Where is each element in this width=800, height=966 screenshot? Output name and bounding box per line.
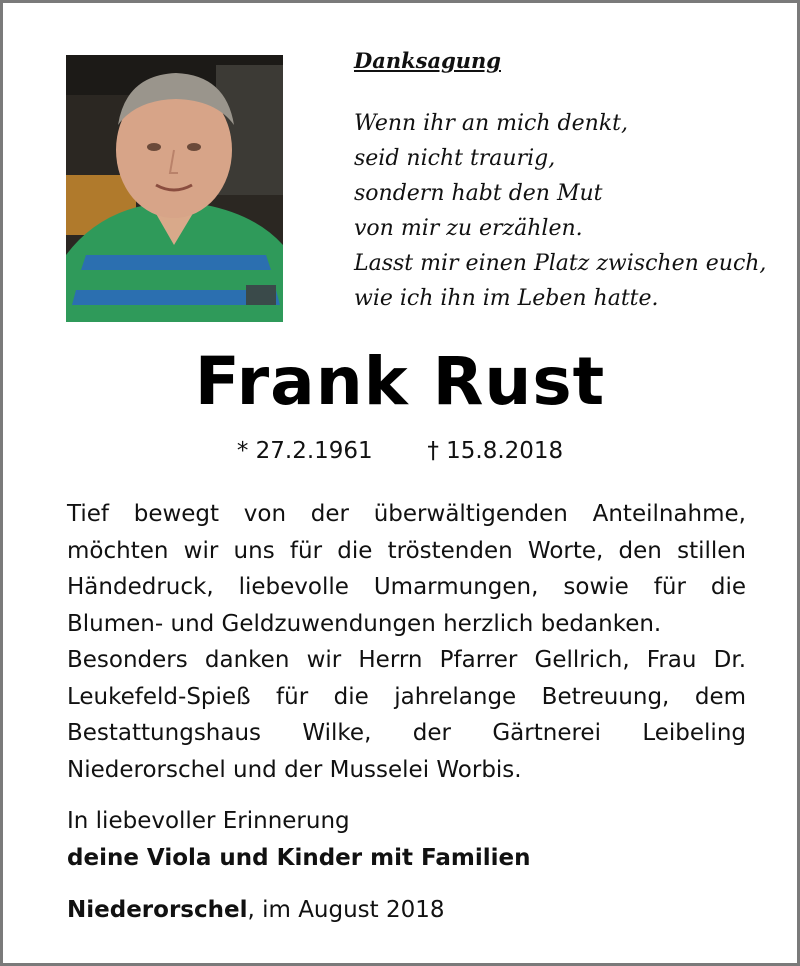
- place-town: Niederorschel: [67, 897, 248, 923]
- place-date: [67, 897, 445, 923]
- poem-line: Lasst mir einen Platz zwischen euch,: [354, 251, 767, 276]
- poem: [354, 106, 766, 316]
- signature-family: deine Viola und Kinder mit Familien: [67, 845, 531, 871]
- life-dates: [0, 438, 800, 464]
- poem-line: wie ich ihn im Leben hatte.: [354, 286, 659, 311]
- thanks-paragraph: Tief bewegt von der überwältigenden Anteilnahme, möchten wir uns für die tröstenden Worte, den stillen Händedruck, liebevolle Umarmungen, sowie für die Blumen- und Geldzuwendungen herzlich bedanken.: [67, 501, 746, 637]
- death-date: 15.8.2018: [446, 438, 564, 464]
- poem-line: sondern habt den Mut: [354, 181, 603, 206]
- closing-line: In liebevoller Erinnerung: [67, 808, 350, 834]
- birth-date: 27.2.1961: [255, 438, 373, 464]
- poem-line: von mir zu erzählen.: [354, 216, 583, 241]
- place-date-text: , im August 2018: [247, 897, 445, 923]
- portrait-photo: [66, 55, 283, 322]
- birth-symbol: *: [236, 438, 249, 464]
- poem-line: Wenn ihr an mich denkt,: [354, 111, 628, 136]
- thanks-paragraph: Besonders danken wir Herrn Pfarrer Gellrich, Frau Dr. Leukefeld-Spieß für die jahrelange Betreuung, dem Bestattungshaus Wilke, der Gärtnerei Leibeling Niederorschel und der Musselei Worbis.: [67, 647, 746, 783]
- death-cross-icon: †: [427, 438, 439, 464]
- thanks-text: [67, 496, 746, 788]
- deceased-name: Frank Rust: [194, 343, 606, 420]
- heading-danksagung: Danksagung: [354, 48, 501, 73]
- poem-line: seid nicht traurig,: [354, 146, 556, 171]
- closing-block: [67, 803, 530, 877]
